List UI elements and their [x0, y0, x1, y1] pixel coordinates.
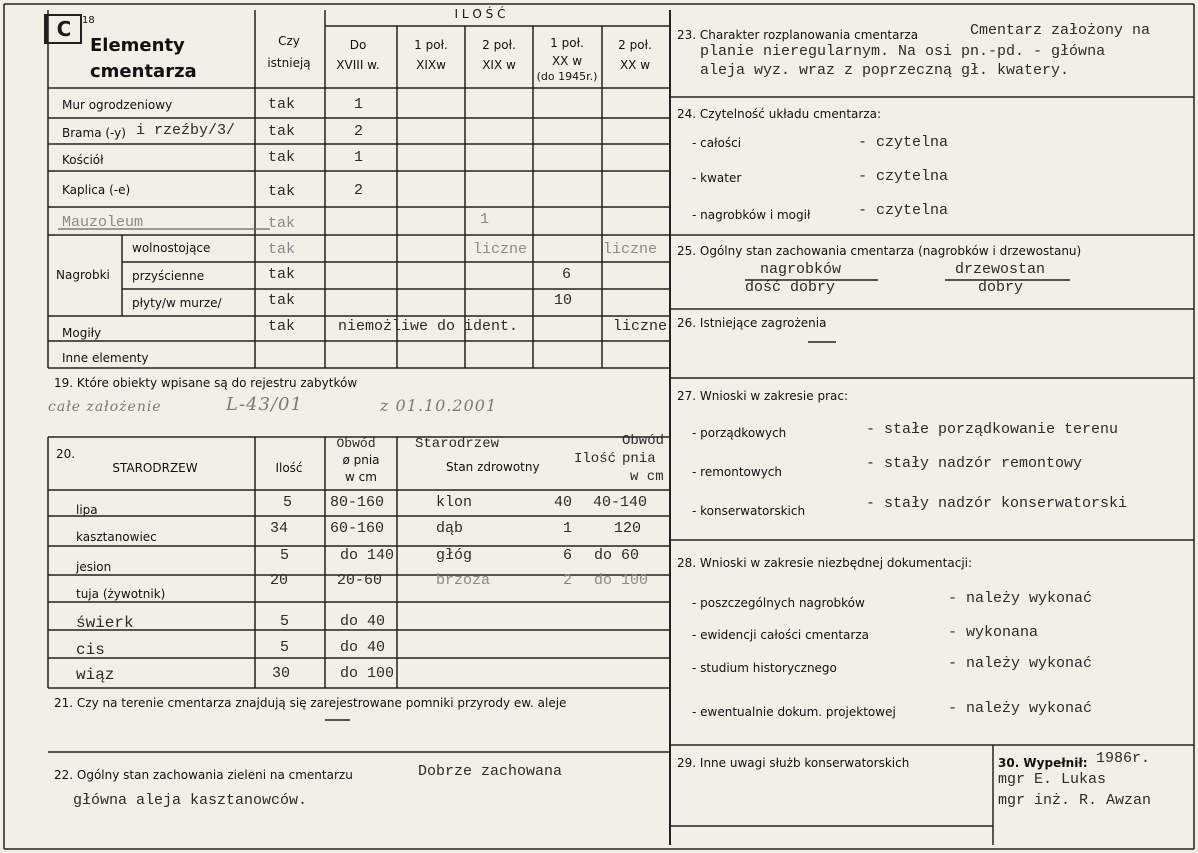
row-wolno-qty-20: liczne	[603, 241, 658, 258]
col-czy: Czy	[278, 34, 300, 48]
tree-girth: 60-160	[330, 520, 385, 537]
s23-text-line3: aleja wyz. wraz z poprzeczną gł. kwatery.	[700, 62, 1070, 79]
row-mogily-label: Mogiły	[62, 326, 102, 340]
tree-name: jesion	[76, 560, 112, 574]
period-2-l2: XIXw	[416, 58, 446, 72]
tree-name: cis	[76, 641, 105, 659]
card-category-box	[44, 14, 82, 44]
s20-header-obwod: Obwód	[336, 436, 376, 451]
s28-row-key: - poszczególnych nagrobków	[692, 596, 865, 610]
s27-row-key: - konserwatorskich	[692, 504, 806, 518]
period-4-l1: 1 poł.	[550, 36, 584, 50]
s24-row-value: - czytelna	[858, 168, 949, 185]
s27-row-key: - porządkowych	[692, 426, 787, 440]
row-kosciol-label: Kościół	[62, 153, 104, 167]
title-line2: cmentarza	[90, 61, 197, 82]
s25-graves-value: dość dobry	[745, 279, 836, 296]
s22-answer-line2: główna aleja kasztanowców.	[73, 792, 308, 809]
row-brama-label-typed: i rzeźby/3/	[136, 122, 236, 139]
row-mur-qty: 1	[354, 96, 364, 113]
tree-girth: 120	[614, 520, 642, 537]
tree-qty: 6	[563, 547, 573, 564]
s21-label: 21. Czy na terenie cmentarza znajdują się zarejestrowane pomniki przyrody ew. aleje	[54, 696, 567, 710]
s20-header-ilosc: Ilość	[275, 461, 303, 475]
tree-qty: 5	[280, 639, 290, 656]
tree-qty: 20	[270, 572, 289, 589]
tree-girth: do 140	[340, 547, 395, 564]
tree-girth: do 100	[594, 572, 649, 589]
s28-row-value: - należy wykonać	[948, 700, 1093, 717]
period-3-l2: XIX w	[482, 58, 516, 72]
tree-qty: 5	[280, 547, 290, 564]
s28-row-value: - należy wykonać	[948, 590, 1093, 607]
tree-girth: 40-140	[593, 494, 648, 511]
row-nagrobki-label: Nagrobki	[56, 268, 110, 282]
s28-row-key: - ewidencji całości cmentarza	[692, 628, 869, 642]
row-plyty-label: płyty/w murze/	[132, 296, 222, 310]
tree-name: klon	[436, 494, 473, 511]
s24-row-key: - nagrobków i mogił	[692, 208, 811, 222]
row-wolno-label: wolnostojące	[132, 241, 211, 255]
period-3-l1: 2 poł.	[482, 38, 516, 52]
row-wolno-czy: tak	[268, 241, 296, 258]
s19-handwritten-scope: całe założenie	[48, 399, 162, 415]
period-1-l2: XVIII w.	[336, 58, 380, 72]
s27-row-key: - remontowych	[692, 465, 782, 479]
s26-label: 26. Istniejące zagrożenia	[677, 316, 827, 330]
s28-row-value: - wykonana	[948, 624, 1039, 641]
s19-register-number: L-43/01	[226, 394, 303, 415]
row-wolno-qty-19: liczne	[473, 241, 528, 258]
s30-year: 1986r.	[1096, 750, 1151, 767]
tree-name: świerk	[76, 614, 134, 632]
col-istnieja: istnieją	[267, 56, 311, 70]
tree-name: kasztanowiec	[76, 530, 157, 544]
tree-girth: do 40	[340, 613, 386, 630]
row-mur-label: Mur ogrodzeniowy	[62, 98, 173, 112]
period-4-l2: XX w	[551, 54, 583, 68]
tree-qty: 34	[270, 520, 289, 537]
s20-header-pnia2: pnia	[622, 451, 656, 467]
s20-header-ilosc2: Ilość	[574, 451, 617, 467]
tree-name: brzoza	[436, 572, 491, 589]
s25-graves-header: nagrobków	[760, 261, 842, 278]
tree-girth: do 100	[340, 665, 395, 682]
s20-header-starodrzew2: Starodrzew	[415, 436, 500, 452]
row-mauzoleum-qty: 1	[480, 211, 490, 228]
title-line1: Elementy	[90, 35, 185, 56]
tree-qty: 5	[283, 494, 293, 511]
s23-label: 23. Charakter rozplanowania cmentarza	[677, 28, 919, 42]
s28-row-value: - należy wykonać	[948, 655, 1093, 672]
tree-name: wiąz	[76, 666, 115, 684]
s27-row-value: - stałe porządkowanie terenu	[866, 421, 1119, 438]
row-kaplica-qty: 2	[354, 182, 364, 199]
row-mogily-czy: tak	[268, 318, 296, 335]
tree-qty: 30	[272, 665, 291, 682]
s28-row-key: - ewentualnie dokum. projektowej	[692, 705, 896, 719]
row-przysc-qty: 6	[562, 266, 572, 283]
row-mur-czy: tak	[268, 96, 296, 113]
tree-name: dąb	[436, 520, 464, 537]
period-5-l1: 2 poł.	[618, 38, 652, 52]
s27-label: 27. Wnioski w zakresie prac:	[677, 389, 849, 403]
tree-name: lipa	[76, 503, 98, 517]
s24-row-value: - czytelna	[858, 202, 949, 219]
s23-text-line2: planie nieregularnym. Na osi pn.-pd. - główna	[700, 43, 1106, 60]
s19-register-date: z 01.10.2001	[380, 396, 498, 415]
s27-row-value: - stały nadzór remontowy	[866, 455, 1083, 472]
period-5-l2: XX w	[619, 58, 651, 72]
s30-person-1: mgr E. Lukas	[998, 771, 1107, 788]
s25-trees-header: drzewostan	[955, 261, 1046, 278]
card-letter: C	[56, 17, 72, 41]
tree-girth: do 60	[594, 547, 640, 564]
card-number: 18	[82, 15, 95, 26]
row-kosciol-qty: 1	[354, 149, 364, 166]
row-przysc-label: przyścienne	[132, 269, 205, 283]
row-kaplica-czy: tak	[268, 183, 296, 200]
tree-name: tuja (żywotnik)	[76, 587, 166, 601]
row-kaplica-label: Kaplica (-e)	[62, 183, 131, 197]
s22-answer-line1: Dobrze zachowana	[418, 763, 563, 780]
tree-girth: do 40	[340, 639, 386, 656]
row-kosciol-czy: tak	[268, 149, 296, 166]
s25-label: 25. Ogólny stan zachowania cmentarza (nagrobków i drzewostanu)	[677, 244, 1082, 258]
s28-label: 28. Wnioski w zakresie niezbędnej dokumentacji:	[677, 556, 973, 570]
tree-qty: 1	[563, 520, 573, 537]
tree-girth: 20-60	[337, 572, 383, 589]
s20-header-wcm2: w cm	[630, 469, 664, 485]
s24-label: 24. Czytelność układu cmentarza:	[677, 107, 882, 121]
s20-header-wcm: w cm	[345, 470, 377, 484]
s20-header-pnia: ø pnia	[342, 453, 380, 467]
tree-qty: 2	[563, 572, 573, 589]
s24-row-key: - całości	[692, 136, 742, 150]
row-brama-czy: tak	[268, 123, 296, 140]
s20-header-starodrzew: STARODRZEW	[112, 461, 198, 475]
s20-header-obwod2: Obwód	[622, 433, 665, 449]
s30-label: 30. Wypełnił:	[998, 756, 1088, 770]
s27-row-value: - stały nadzór konserwatorski	[866, 495, 1128, 512]
row-plyty-czy: tak	[268, 292, 296, 309]
row-brama-qty: 2	[354, 123, 364, 140]
row-plyty-qty: 10	[554, 292, 573, 309]
s30-person-2: mgr inż. R. Awzan	[998, 792, 1152, 809]
s28-row-key: - studium historycznego	[692, 661, 837, 675]
tree-name: głóg	[436, 547, 473, 564]
s24-row-value: - czytelna	[858, 134, 949, 151]
row-mogily-note: niemożliwe do ident.	[338, 318, 519, 335]
tree-girth: 80-160	[330, 494, 385, 511]
s25-trees-value: dobry	[978, 279, 1024, 296]
s23-text-line1: Cmentarz założony na	[970, 22, 1151, 39]
row-mauzoleum-label: Mauzoleum	[62, 214, 144, 231]
row-mauzoleum-czy: tak	[268, 215, 296, 232]
row-brama-label: Brama (-y)	[62, 126, 126, 140]
row-mogily-qty: liczne	[613, 318, 668, 335]
s24-row-key: - kwater	[692, 171, 742, 185]
tree-qty: 5	[280, 613, 290, 630]
s29-label: 29. Inne uwagi służb konserwatorskich	[677, 756, 910, 770]
s20-header-stan: Stan zdrowotny	[446, 460, 540, 474]
col-ilosc: I L O Ś Ć	[454, 7, 506, 21]
s22-label: 22. Ogólny stan zachowania zieleni na cmentarzu	[54, 768, 353, 782]
tree-qty: 40	[554, 494, 573, 511]
s20-number: 20.	[56, 447, 76, 461]
row-inne-label: Inne elementy	[62, 351, 149, 365]
s19-label: 19. Które obiekty wpisane są do rejestru zabytków	[54, 376, 358, 390]
period-2-l1: 1 poł.	[414, 38, 448, 52]
period-1-l1: Do	[349, 38, 367, 52]
row-przysc-czy: tak	[268, 266, 296, 283]
period-4-l3: (do 1945r.)	[536, 70, 598, 83]
